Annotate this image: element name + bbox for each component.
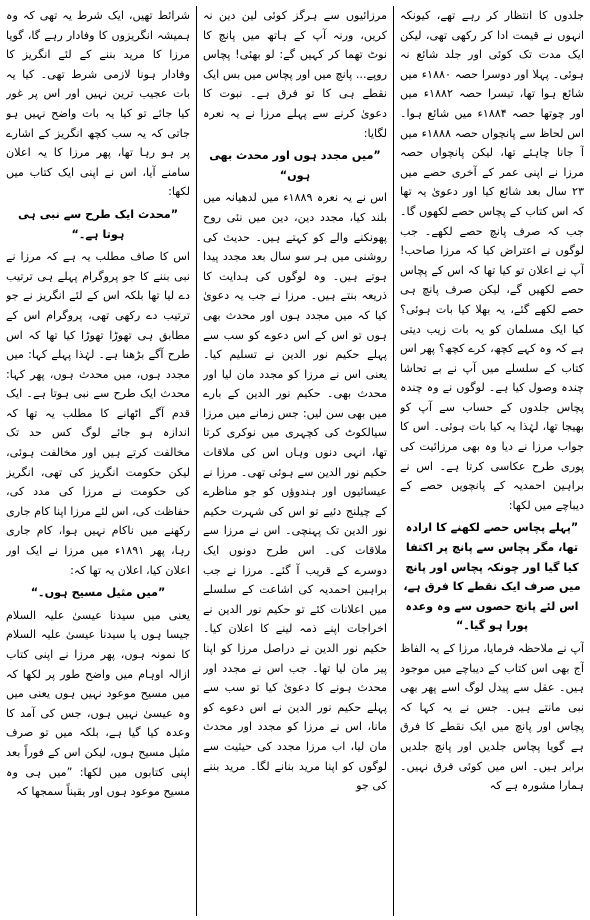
- body-paragraph: شرائط تھیں، ایک شرط یہ تھی کہ وہ ہمیشہ انگریزوں کا وفادار رہے گا، گویا مرزا کا مرید بننے کے لئے انگریز کا وفادار ہونا لازمی شرط تھی۔ کیا یہ بات عجیب ترین نہیں اور اس پر غور کیا جائے تو کیا یہ بات واضح نہیں ہو جاتی کہ یہ سب کچھ انگریز کے اشارے پر ہو رہا تھا، پھر مرزا کا یہ اعلان سامنے آیا، اس نے اپنی ایک کتاب میں لکھا:: [6, 9, 190, 199]
- column-middle: [203, 6, 387, 916]
- quoted-passage: ”میں مجدد ہوں اور محدث بھی ہوں“: [209, 149, 381, 182]
- body-paragraph: یعنی میں سیدنا عیسیٰ علیہ السلام جیسا ہوں یا سیدنا عیسیٰ علیہ السلام کا نمونہ ہوں، پھر مرزا نے اپنی کتاب ازالہ اوہام میں واضح طور پر لکھا کہ میں مسیح موعود نہیں ہوں یعنی میں وہ عیسیٰ نہیں ہوں، جس کی آمد کا وعدہ کیا گیا ہے، بلکہ میں تو صرف مثیل مسیح ہوں، لیکن اس کے فوراً بعد اپنی کتابوں میں لکھا: ”میں ہی وہ مسیح موعود ہوں اور یقیناً سمجھا کہ: [6, 608, 190, 799]
- column-divider: [393, 6, 394, 916]
- body-paragraph: مرزائیوں سے ہرگز کوئی لین دین نہ کریں، ورنہ آپ کے ہاتھ میں پانچ کا نوٹ تھما کر کہیں گے: لو بھئی! پچاس روپے... پانچ میں اور پچاس میں بس ایک نقطے ہی کا تو فرق ہے۔ نبوت کا دعویٰ کرنے سے پہلے مرزا نے یہ نعرہ لگایا:: [203, 9, 387, 140]
- body-paragraph: اس نے یہ نعرہ ۱۸۸۹ء میں لدھیانہ میں بلند کیا، مجدد دین، دین میں نئی روح پھونکنے والے کو کہتے ہیں۔ حدیث کی روشنی میں ہر سو سال بعد مجدد پیدا ہوتے ہیں۔ وہ لوگوں کی ہدایت کا ذریعہ بنتے ہیں۔ مرزا نے جب یہ دعویٰ کیا کہ میں مجدد ہوں اور محدث بھی ہوں تو اس کے اس دعوے کو سب سے پہلے حکیم نور الدین نے تسلیم کیا۔ یعنی اس نے مرزا کو مجدد مان لیا اور محدث بھی۔ حکیم نور الدین کے بارے میں بھی سن لیں: جس زمانے میں مرزا سیالکوٹ کی کچہری میں نوکری کرتا تھا، انہی دنوں وہاں اس کی ملاقات حکیم نور الدین سے ہوئی تھی۔ مرزا نے عیسائیوں اور ہندوؤں کو جو مناظرے کے چیلنج دئیے تو اس کی شہرت حکیم نور الدین تک پہنچی۔ اس نے مرزا سے ملاقات کی۔ اس طرح دونوں ایک دوسرے کے قریب آ گئے۔ مرزا نے جب براہین احمدیہ کی اشاعت کے سلسلے میں اعلانات کئے تو حکیم نور الدین نے اخراجات اپنے ذمہ لینے کا اعلان کیا۔ حکیم نور الدین نے دراصل مرزا کو اپنا پیر مان لیا تھا۔ جب اس نے مجدد اور محدث ہونے کا دعویٰ کیا تو سب سے پہلے حکیم نور الدین نے اس دعوے کو مانا، اس نے مرزا کو مجدد اور محدث مان لیا، اب مرزا مجدد کی حیثیت سے لوگوں کو اپنا مرید بنانے لگا۔ مرید بننے کی جو: [203, 191, 387, 793]
- column-right: [400, 6, 584, 916]
- body-paragraph: اس کا صاف مطلب یہ ہے کہ مرزا نے نبی بننے کا جو پروگرام پہلے ہی ترتیب دے لیا تھا بلکہ اس کے لئے انگریز نے جو ترتیب دے رکھی تھی، پروگرام اس کے مطابق ہی تھوڑا تھوڑا کیا تھا کہ اس طرح آگے بڑھنا ہے۔ لہٰذا پہلے کہا: میں مجدد ہوں، میں محدث ہوں، پھر کہا: محدث ایک طرح سے نبی ہوتا ہے۔ ایک قدم آگے اٹھانے کا مطلب یہ تھا کہ اندازہ ہو جائے لوگ کس حد تک مخالفت کرتے ہیں اور مخالفت ہوئی، لیکن حکومت انگریز کی تھی، انگریز کی حکومت نے مرزا کی مدد کی، حفاظت کی، اس لئے مرزا اپنا کام جاری رکھنے میں ناکام نہیں ہوا، کام جاری رہا، پھر ۱۸۹۱ء میں مرزا نے ایک اور اعلان کیا، اعلان یہ تھا کہ:: [6, 250, 190, 577]
- body-paragraph: آپ نے ملاحظہ فرمایا، مرزا کے یہ الفاظ آج بھی اس کتاب کے دیباچے میں موجود ہیں۔ عقل سے پیدل لوگ اسے پھر بھی نبی مانتے ہیں۔ جس نے یہ کہا کہ پچاس اور پانچ میں ایک نقطے کا فرق ہے گویا پچاس جلدیں اور پانچ جلدیں برابر ہیں۔ اس میں کوئی فرق نہیں۔ ہمارا مشورہ ہے کہ: [400, 642, 584, 793]
- quoted-passage: ”میں مثیل مسیح ہوں۔“: [30, 586, 166, 600]
- column-left: [6, 6, 190, 916]
- quoted-passage: ”پہلے پچاس حصے لکھنے کا ارادہ تھا، مگر پچاس سے پانچ پر اکتفا کیا گیا اور چونکہ پچاس اور پانچ میں صرف ایک نقطے کا فرق ہے، اس لئے پانچ حصوں سے وہ وعدہ پورا ہو گیا۔“: [403, 521, 581, 633]
- column-divider: [196, 6, 197, 916]
- quoted-passage: ”محدث ایک طرح سے نبی ہی ہوتا ہے۔“: [17, 207, 179, 241]
- body-paragraph: جلدوں کا انتظار کر رہے تھے، کیونکہ انہوں نے قیمت ادا کر رکھی تھی، لیکن ایک مدت تک کوئی اور جلد شائع نہ ہوئی۔ پہلا اور دوسرا حصہ ۱۸۸۰ء میں شائع ہوا تھا، تیسرا حصہ ۱۸۸۲ء میں اور چوتھا حصہ ۱۸۸۴ء میں شائع ہوا۔ اس لحاظ سے پانچواں حصہ ۱۸۸۸ء میں آ جانا چاہئے تھا، لیکن پانچواں حصہ مرزا نے اپنی عمر کے آخری حصے میں ۲۳ سال بعد شائع کیا اور دعویٰ یہ تھا کہ اس کتاب کے پچاس حصے لکھوں گا۔ جب کہ صرف پانچ حصے لکھے۔ جب لوگوں نے اعتراض کیا کہ مرزا صاحب! آپ نے اعلان تو کیا تھا کہ اس کے پچاس حصے لکھیں گے، لیکن صرف پانچ ہی حصے لکھے گئے، یہ بھلا کیا بات ہوئی؟ کیا ایک مسلمان کو یہ بات زیب دیتی ہے کہ وہ کہے کچھ، کرے کچھ؟ پھر اس کتاب کے سلسلے میں آپ نے بے تحاشا چندہ وصول کیا ہے۔ لوگوں نے وہ چندہ پچاس جلدوں کے حساب سے آپ کو بھیجا تھا، لہٰذا یہ کیا بات ہوئی۔ اس کا جواب مرزا نے دیا وہ بھی مرزائیت کی پوری طرح عکاسی کرتا ہے۔ اس نے براہین احمدیہ کے پانچویں حصے کے دیباچے میں لکھا:: [400, 9, 584, 512]
